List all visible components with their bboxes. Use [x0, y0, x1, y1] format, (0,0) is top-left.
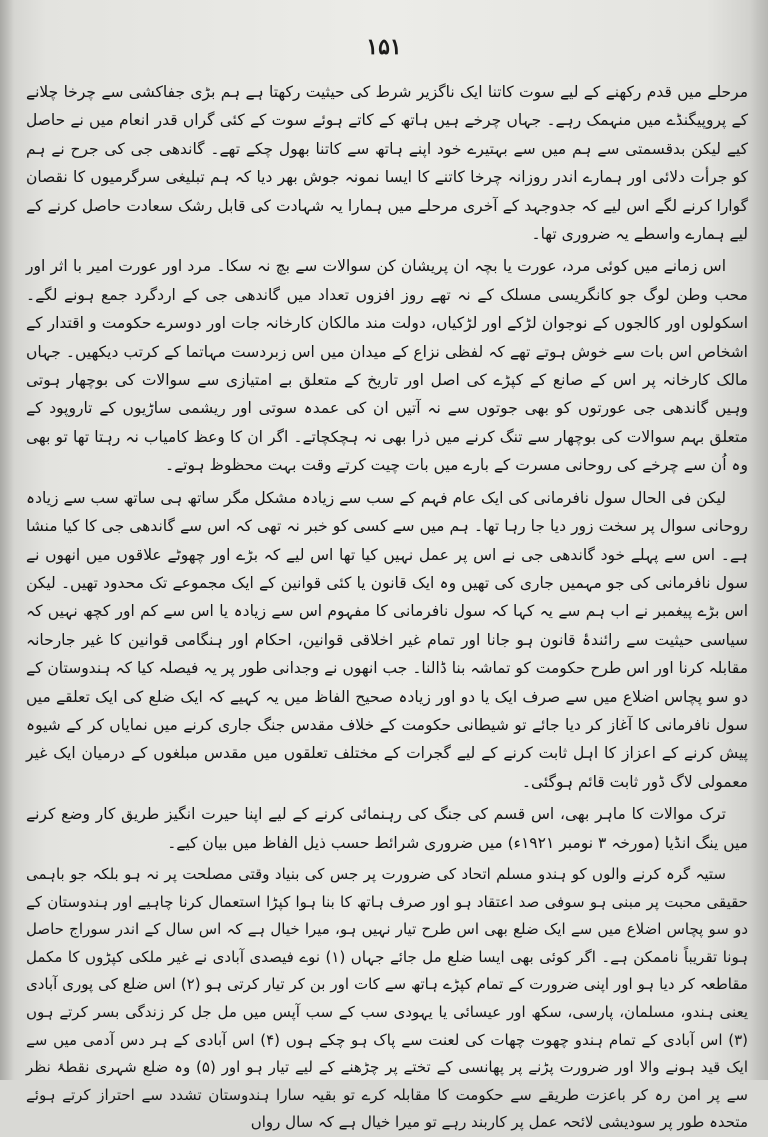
page-number: ۱۵۱ — [366, 34, 402, 60]
paragraph-2: اس زمانے میں کوئی مرد، عورت یا بچہ ان پریشان کن سوالات سے بچ نہ سکا۔ مرد اور عورت امیر با اثر اور محب وطن لوگ جو کانگریسی مسلک کے نہ تھے روز افزوں تعداد میں گاندھی جی کے اردگرد جمع ہونے لگے۔ اسکولوں اور کالجوں کے نوجوان لڑکے اور لڑکیاں، دولت مند مالکان کارخانہ جات اور دوسرے حکومت و اقتدار کے اشخاص اس بات سے خوش ہوتے تھے کہ لفظی نزاع کے میدان میں اس زبردست مہاتما کے کرتب دیکھیں۔ جہاں مالک کارخانہ پر اس کے صانع کے کپڑے کی اصل اور تاریخ کے متعلق بے امتیازی سے سوالات کی بوچھار ہوتی وہیں گاندھی جی عورتوں کو بھی جوتوں سے نہ آتیں ان کی عمدہ سوتی اور ریشمی ساڑیوں کے تاروپود کے متعلق بہم سوالات کی بوچھار سے تنگ کرنے میں ذرا بھی نہ ہچکچاتے۔ اگر ان کا وعظ کامیاب نہ رہتا تھا تو بھی وہ اُن سے چرخے کی روحانی مسرت کے بارے میں بات چیت کرتے وقت بہت محظوظ ہوتے۔ — [26, 257, 748, 475]
page-body-text — [26, 78, 749, 1132]
quoted-paragraph: ستیہ گرہ کرنے والوں کو ہندو مسلم اتحاد کی ضرورت پر جس کی بنیاد وقتی مصلحت پر نہ ہو بلکہ جو باہمی حقیقی محبت پر مبنی ہو سوفی صد اعتقاد ہو اور صرف ہاتھ کا بنا ہوا کپڑا استعمال کرنا چاہیے اور ہندوستان کے دو سو پچاس اضلاع میں سے ایک ضلع بھی اس طرح تیار نہیں ہو، میرا خیال ہے کہ اس سال کے اندر سوراج حاصل ہونا تقریباً ناممکن ہے۔ اگر کوئی بھی ایسا ضلع مل جائے جہاں (۱) نوے فیصدی آبادی نے غیر ملکی کپڑوں کا مکمل مقاطعہ کر دیا ہو اور اپنی ضرورت کے تمام کپڑے ہاتھ سے کات اور بن کر تیار کرتی ہو (۲) اس ضلع کی پوری آبادی یعنی ہندو، مسلمان، پارسی، سکھ اور عیسائی یا یہودی سب کے سب آپس میں مل جل کر زندگی بسر کرتے ہوں (۳) اس آبادی کے تمام ہندو چھوت چھات کی لعنت سے پاک ہو چکے ہوں (۴) اس آبادی کے ہر دس آدمی میں سے ایک قید ہونے والا اور ضرورت پڑنے پر پھانسی کے تختے پر چڑھنے کے لیے تیار ہو اور (۵) وہ ضلع شہری نقطۂ نظر سے پر امن رہ کر باعزت طریقے سے حکومت کا مقابلہ کرے تو بقیہ سارا ہندوستان تشدد سے احتراز کرتے ہوئے متحدہ طور پر سودیشی لائحہ عمل پر کاربند رہے تو میرا خیال ہے کہ سال رواں — [26, 864, 749, 1132]
binding-shadow — [0, 0, 14, 1080]
edge-shadow — [750, 0, 768, 1080]
paragraph-3: لیکن فی الحال سول نافرمانی کی ایک عام فہم کے سب سے زیادہ مشکل مگر ساتھ ہی ساتھ سب سے زیادہ روحانی سوال پر سخت زور دیا جا رہا تھا۔ ہم میں سے کسی کو خبر نہ تھی کہ اس سے گاندھی جی کا کیا منشا ہے۔ اس سے پہلے خود گاندھی جی نے اس پر عمل نہیں کیا تھا اس لیے کہ بڑے اور چھوٹے علاقوں میں انھوں نے سول نافرمانی کی جو مہمیں جاری کی تھیں وہ ایک قانون یا کئی قوانین کے ایک مجموعے تک محدود تھیں۔ لیکن اس بڑے پیغمبر نے اب ہم سے یہ کہا کہ سول نافرمانی کا مفہوم اس سے زیادہ یا اس سے کم اور کچھ نہیں کہ سیاسی حیثیت سے رائندۂ قانون ہو جانا اور تمام غیر اخلاقی قوانین، احکام اور ہنگامی قوانین کا غیر جارحانہ مقابلہ کرنا اور اس طرح حکومت کو تماشہ بنا ڈالنا۔ جب انھوں نے وجدانی طور پر یہ فیصلہ کیا کہ ہندوستان کے دو سو پچاس اضلاع میں سے صرف ایک یا دو اور زیادہ صحیح الفاظ میں یہ کہیے کہ ایک ضلع کی ایک تعلقے میں سول نافرمانی کا آغاز کر دیا جائے تو شیطانی حکومت کے خلاف مقدس جنگ جاری کرنے میں نمایاں کر کے شیوہ پیش کرنے کے اعزاز کا اہل ثابت کرنے کے لیے گجرات کے مختلف تعلقوں میں مقدس مبلغوں کے درمیان ایک غیر معمولی لاگ ڈور ثابت قائم ہوگئی۔ — [26, 488, 748, 791]
paragraph-4: ترک موالات کا ماہر بھی، اس قسم کی جنگ کی رہنمائی کرنے کے لیے اپنا حیرت انگیز طریق کار وضع کرنے میں ینگ انڈیا (مورخہ ۳ نومبر ۱۹۲۱ء) میں ضروری شرائط حسب ذیل الفاظ میں بیان کیے۔ — [26, 805, 748, 852]
paragraph-1: مرحلے میں قدم رکھنے کے لیے سوت کاتنا ایک ناگزیر شرط کی حیثیت رکھتا ہے ہم بڑی جفاکشی سے چرخا چلانے کے پروپیگنڈے میں منہمک رہے۔ جہاں چرخے ہیں ہاتھ کے کاتے ہوئے سوت کے کئی گراں قدر انعام میں نے حاصل کیے لیکن بدقسمتی سے ہم میں سے بہتیرے خود اپنے ہاتھ سے کاتنا بھول چکے تھے۔ گاندھی جی کی جرح نے ہم کو جرأت دلائی اور ہمارے اندر روزانہ چرخا کاتنے کا ایسا نمونہ جوش بھر دیا کہ ہم تبلیغی سرگرمیوں کا نقصان گوارا کرنے لگے اس لیے کہ جدوجہد کے آخری مرحلے میں ہمارا یہ شہادت کی قابل رشک سعادت حاصل کرنے کے لیے ہمارے واسطے یہ ضروری تھا۔ — [26, 83, 748, 244]
